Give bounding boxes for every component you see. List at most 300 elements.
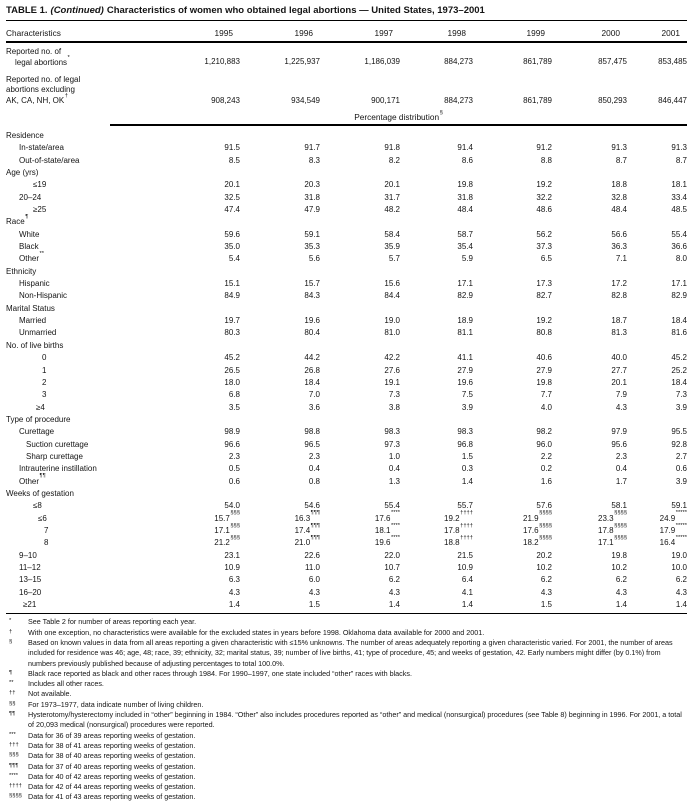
value-cell: 8.8: [540, 155, 552, 165]
table-row: [6, 587, 687, 599]
table-row: [6, 402, 687, 414]
table-row: [6, 550, 687, 562]
value-cell: 4.3: [388, 587, 400, 597]
footnote-text: Data for 40 of 42 areas reporting weeks of gestation.: [28, 771, 196, 781]
value-cell: 8.7: [615, 155, 627, 165]
table-row: [6, 439, 687, 451]
value-cell: 22.0: [384, 550, 400, 560]
value-cell: 45.2: [224, 353, 240, 363]
value-cell: 56.2: [536, 229, 552, 239]
value-cell: 96.8: [457, 439, 473, 449]
footnote-text: Data for 37 of 40 areas reporting weeks of gestation.: [28, 761, 196, 771]
value-cell: 1,210,883: [204, 57, 240, 67]
value-cell: 19.8: [611, 550, 627, 560]
footnote-marker: ††: [9, 690, 16, 697]
footnote: [6, 669, 687, 679]
value-cell: 3.6: [308, 402, 320, 412]
value-cell: 98.3: [457, 427, 473, 437]
value-cell: 20.2: [536, 550, 552, 560]
table-row: [6, 278, 687, 290]
footnote-text: Hysterotomy/hysterectomy included in “other” beginning in 1984. “Other” also includes procedures reported as “other” and medical (nonsurgical) procedures (see Table 8) beginning in 1996. For 2001, a total of 20,093 medical (nonsurgical) procedures were reported.: [28, 710, 682, 730]
footnote-text: Data for 38 of 41 areas reporting weeks of gestation.: [28, 740, 196, 750]
value-cell: 59.1: [304, 229, 320, 239]
footnote: [6, 628, 687, 638]
row-label: Sharp curettage: [26, 451, 83, 461]
value-cell: 91.2: [536, 143, 552, 153]
value-cell: 36.6: [671, 242, 687, 252]
table-row: [6, 510, 687, 525]
value-cell: 40.6: [536, 353, 552, 363]
footnote-marker: †††: [9, 741, 19, 748]
value-cell: 17.8§§§§: [598, 522, 627, 535]
value-cell: 81.0: [384, 328, 400, 338]
row-label: [6, 75, 164, 107]
footnote-marker-ref: ¶: [25, 214, 29, 221]
row-label: Black: [19, 242, 39, 252]
footnote-marker-ref: †: [64, 93, 68, 100]
value-cell: 4.0: [540, 402, 552, 412]
value-cell: 91.8: [384, 143, 400, 153]
value-cell: 16.4*****: [659, 535, 687, 548]
value-cell: 98.9: [224, 427, 240, 437]
table-number: TABLE 1.: [6, 5, 48, 16]
value-cell: 17.4¶¶¶: [294, 522, 320, 535]
value-cell: 17.6§§§§: [523, 522, 552, 535]
value-cell: 96.6: [224, 439, 240, 449]
value-cell: 908,243: [211, 95, 240, 105]
row-label: 1: [42, 365, 47, 375]
table-row: [6, 253, 687, 265]
table-row: [6, 389, 687, 401]
section-header-row: [6, 130, 687, 142]
footnote-marker: §§: [9, 700, 16, 707]
table-row: [6, 47, 687, 69]
table-continued-label: (Continued): [50, 5, 104, 16]
value-cell: 56.6: [611, 229, 627, 239]
footnote-marker-ref: ****: [390, 522, 400, 529]
value-cell: 1.5: [540, 600, 552, 610]
value-cell: 15.1: [224, 279, 240, 289]
section-title: Weeks of gestation: [6, 488, 74, 498]
footnote-marker-ref: ****: [390, 535, 400, 542]
header-divider: [6, 41, 687, 43]
value-cell: 91.5: [224, 143, 240, 153]
section-header-row: [6, 303, 687, 315]
value-cell: 861,789: [523, 57, 552, 67]
table-row: [6, 142, 687, 154]
value-cell: 8.7: [675, 155, 687, 165]
value-cell: 6.5: [540, 254, 552, 264]
value-cell: 6.2: [675, 575, 687, 585]
value-cell: 1.4: [388, 600, 400, 610]
value-cell: 31.7: [384, 192, 400, 202]
footnote-text: Data for 36 of 39 areas reporting weeks of gestation.: [28, 730, 196, 740]
value-cell: 21.0¶¶¶: [294, 535, 320, 548]
value-cell: 35.3: [304, 242, 320, 252]
row-label: Hispanic: [19, 279, 50, 289]
row-label: Married: [19, 316, 47, 326]
footnote: [6, 751, 687, 761]
table-body: [6, 130, 687, 611]
value-cell: 934,549: [291, 95, 320, 105]
footnote: [6, 792, 687, 802]
row-label: ≤19: [33, 180, 47, 190]
value-cell: 35.0: [224, 242, 240, 252]
footnote-marker-ref: ¶¶¶: [310, 510, 320, 517]
row-label: 7: [44, 525, 49, 535]
value-cell: 10.9: [224, 563, 240, 573]
row-label: White: [19, 229, 40, 239]
section-title: Ethnicity: [6, 266, 37, 276]
footnote: [6, 772, 687, 782]
footnote: [6, 741, 687, 751]
footnote-marker-ref: ¶¶¶: [310, 535, 320, 542]
value-cell: 5.4: [228, 254, 240, 264]
value-cell: 15.6: [384, 279, 400, 289]
value-cell: 10.0: [671, 563, 687, 573]
value-cell: 80.3: [224, 328, 240, 338]
value-cell: 17.1§§§§: [598, 535, 627, 548]
row-label: 8: [44, 538, 49, 548]
value-cell: 3.8: [388, 402, 400, 412]
footnote-marker-ref: §§§§: [614, 510, 627, 517]
value-cell: 84.9: [224, 291, 240, 301]
footnote-marker: §: [9, 638, 13, 645]
value-cell: 31.8: [304, 192, 320, 202]
row-label: 16–20: [19, 587, 42, 597]
value-cell: 58.4: [384, 229, 400, 239]
value-cell: 5.6: [308, 254, 320, 264]
value-cell: 32.2: [536, 192, 552, 202]
row-label: 11–12: [19, 563, 41, 573]
footnote-text: Includes all other races.: [28, 679, 104, 689]
value-cell: 59.6: [224, 229, 240, 239]
value-cell: 3.9: [675, 476, 687, 486]
value-cell: 19.1: [384, 377, 400, 387]
value-cell: 47.4: [224, 205, 240, 215]
table-row: [6, 562, 687, 574]
value-cell: 17.8††††: [444, 522, 473, 535]
footnote-text: Black race reported as black and other races through 1984. For 1990–1997, one state included “other” races with blacks.: [28, 668, 412, 678]
table-row: [6, 327, 687, 339]
footnote-marker: §§§§: [9, 793, 22, 800]
year-column-header: 1998: [447, 28, 466, 38]
row-label: Other**: [19, 251, 45, 264]
value-cell: 19.0: [671, 550, 687, 560]
table-row: [6, 500, 687, 512]
column-header-row: [6, 21, 687, 41]
value-cell: 18.2§§§§: [523, 535, 552, 548]
value-cell: 23.3§§§§: [598, 510, 627, 523]
footnote-marker-ref: **: [39, 251, 45, 258]
footnote-text: For 1973–1977, data indicate number of living children.: [28, 699, 204, 709]
value-cell: 55.4: [671, 229, 687, 239]
value-cell: 8.0: [675, 254, 687, 264]
value-cell: 6.2: [615, 575, 627, 585]
value-cell: 55.7: [457, 501, 473, 511]
table-row: [6, 192, 687, 204]
value-cell: 10.2: [611, 563, 627, 573]
footnote-marker: **: [9, 680, 14, 687]
value-cell: 7.3: [388, 390, 400, 400]
percentage-distribution-label: Percentage distribution§: [354, 109, 443, 122]
value-cell: 7.1: [615, 254, 627, 264]
value-cell: 19.6****: [374, 535, 400, 548]
value-cell: 10.9: [457, 563, 473, 573]
value-cell: 16.3¶¶¶: [294, 510, 320, 523]
value-cell: 54.0: [224, 501, 240, 511]
value-cell: 81.6: [671, 328, 687, 338]
table-title: [6, 3, 687, 20]
value-cell: 0.5: [228, 464, 240, 474]
value-cell: 80.4: [304, 328, 320, 338]
table-row: [6, 473, 687, 488]
value-cell: 1.4: [675, 600, 687, 610]
value-cell: 19.2: [536, 316, 552, 326]
value-cell: 47.9: [304, 205, 320, 215]
value-cell: 18.4: [671, 377, 687, 387]
value-cell: 10.2: [536, 563, 552, 573]
row-label-line: abortions excluding: [6, 85, 75, 95]
footnote-marker-ref: *****: [675, 535, 687, 542]
value-cell: 20.3: [304, 180, 320, 190]
value-cell: 81.3: [611, 328, 627, 338]
footnote: [6, 689, 687, 699]
section-header-row: [6, 340, 687, 352]
section-header-row: [6, 167, 687, 179]
value-cell: 6.3: [228, 575, 240, 585]
value-cell: 2.7: [675, 451, 687, 461]
table-title-text: Characteristics of women who obtained legal abortions — United States, 1973–2001: [106, 5, 485, 16]
footnote-text: Data for 42 of 44 areas reporting weeks of gestation.: [28, 782, 196, 792]
row-label: Other¶¶: [19, 473, 46, 486]
value-cell: 31.8: [457, 192, 473, 202]
row-label: 20–24: [19, 192, 42, 202]
value-cell: 1.5: [308, 600, 320, 610]
footnote: [6, 700, 687, 710]
row-label: Curettage: [19, 427, 55, 437]
table-row: [6, 155, 687, 167]
value-cell: 82.9: [457, 291, 473, 301]
table-row: [6, 463, 687, 475]
value-cell: 857,475: [598, 57, 627, 67]
section-header-row: [6, 216, 687, 228]
value-cell: 17.9*****: [659, 522, 687, 535]
value-cell: 22.6: [304, 550, 320, 560]
value-cell: 17.1: [457, 279, 473, 289]
value-cell: 1.7: [615, 476, 627, 486]
row-label: In-state/area: [19, 143, 64, 153]
row-label: ≤6: [38, 513, 47, 523]
row-label: Suction curettage: [26, 439, 89, 449]
row-label: [6, 47, 164, 69]
footnote-marker: ***: [9, 731, 16, 738]
footnote-marker: ¶¶¶: [9, 762, 19, 769]
value-cell: 57.6: [536, 501, 552, 511]
value-cell: 97.9: [611, 427, 627, 437]
value-cell: 18.4: [304, 377, 320, 387]
year-column-header: 1997: [374, 28, 393, 38]
value-cell: 48.2: [384, 205, 400, 215]
section-title: Marital Status: [6, 303, 55, 313]
footnote: [6, 638, 687, 669]
value-cell: 0.4: [615, 464, 627, 474]
value-cell: 19.8: [457, 180, 473, 190]
year-column-header: 1999: [526, 28, 545, 38]
footnote: [6, 731, 687, 741]
value-cell: 3.9: [461, 402, 473, 412]
section-title: Race¶: [6, 214, 29, 227]
value-cell: 0.6: [675, 464, 687, 474]
value-cell: 11.0: [305, 563, 320, 573]
row-label: ≥4: [36, 402, 45, 412]
value-cell: 48.5: [671, 205, 687, 215]
value-cell: 18.9: [457, 316, 473, 326]
value-cell: 10.7: [384, 563, 400, 573]
value-cell: 91.3: [611, 143, 627, 153]
table-row: [6, 537, 687, 549]
value-cell: 24.9*****: [659, 510, 687, 523]
value-cell: 6.4: [461, 575, 473, 585]
section-title: Residence: [6, 130, 44, 140]
footnote: [6, 762, 687, 772]
value-cell: 0.4: [308, 464, 320, 474]
row-label: ≥21: [23, 600, 37, 610]
value-cell: 95.5: [671, 427, 687, 437]
value-cell: 4.1: [461, 587, 473, 597]
value-cell: 21.2§§§: [214, 535, 240, 548]
value-cell: 48.6: [536, 205, 552, 215]
row-label: 13–15: [19, 575, 42, 585]
value-cell: 26.8: [304, 365, 320, 375]
value-cell: 15.7§§§: [214, 510, 240, 523]
row-label: ≥25: [33, 205, 47, 215]
row-label-line: Reported no. of: [6, 47, 62, 56]
value-cell: 7.7: [540, 390, 552, 400]
value-cell: 97.3: [384, 439, 400, 449]
value-cell: 2.3: [615, 451, 627, 461]
value-cell: 5.7: [388, 254, 400, 264]
table-row: [6, 352, 687, 364]
value-cell: 3.9: [675, 402, 687, 412]
value-cell: 853,485: [658, 57, 687, 67]
value-cell: 7.3: [675, 390, 687, 400]
value-cell: 18.4: [671, 316, 687, 326]
value-cell: 8.2: [388, 155, 400, 165]
footnote-text: Based on known values in data from all areas reporting a given characteristic with ≤15% unknowns. The number of areas adequately reporting a given characteristic varied. For 2001, the number of areas included for residence was 46; age, 48; race, 39; ethnicity, 32; marital status, 39; number of live births, 41; type of procedure, 45; and weeks of gestation, 42. Early numbers might differ (by 0.1%) from numbers previously published because of adjusting percentages to total 100.0%.: [28, 637, 673, 668]
footnote-marker-ref: §§§§: [539, 510, 552, 517]
footnote-marker-ref: *: [67, 54, 70, 61]
value-cell: 54.6: [304, 501, 320, 511]
value-cell: 6.2: [540, 575, 552, 585]
value-cell: 8.6: [461, 155, 473, 165]
value-cell: 7.9: [615, 390, 627, 400]
value-cell: 21.5: [457, 550, 473, 560]
footnote: [6, 710, 687, 731]
value-cell: 4.3: [615, 587, 627, 597]
value-cell: 7.5: [461, 390, 473, 400]
value-cell: 96.5: [304, 439, 320, 449]
value-cell: 1,225,937: [284, 57, 320, 67]
value-cell: 1.4: [228, 600, 240, 610]
value-cell: 44.2: [304, 353, 320, 363]
value-cell: 80.8: [536, 328, 552, 338]
value-cell: 4.3: [615, 402, 627, 412]
footnote-text: Data for 41 of 43 areas reporting weeks of gestation.: [28, 792, 196, 802]
section-title: Type of procedure: [6, 414, 71, 424]
value-cell: 15.7: [304, 279, 320, 289]
value-cell: 36.3: [611, 242, 627, 252]
reported-counts-rows: [6, 47, 687, 107]
footnote-text: Not available.: [28, 689, 72, 699]
value-cell: 17.2: [611, 279, 627, 289]
footnote-marker-ref: §§§§: [614, 535, 627, 542]
value-cell: 96.0: [536, 439, 552, 449]
value-cell: 91.7: [304, 143, 320, 153]
footnote: [6, 679, 687, 689]
table-row: [6, 426, 687, 438]
value-cell: 18.8††††: [444, 535, 473, 548]
table-row: [6, 574, 687, 586]
value-cell: 84.4: [384, 291, 400, 301]
footnote-text: Data for 38 of 40 areas reporting weeks of gestation.: [28, 751, 196, 761]
table-row: [6, 204, 687, 216]
value-cell: 0.6: [228, 476, 240, 486]
row-label: Intrauterine instillation: [19, 464, 97, 474]
footnote-marker: †: [9, 628, 13, 635]
value-cell: 33.4: [671, 192, 687, 202]
footnote: [6, 617, 687, 627]
footnote-marker-ref: *****: [675, 522, 687, 529]
value-cell: 0.2: [540, 464, 552, 474]
value-cell: 32.8: [611, 192, 627, 202]
value-cell: 861,789: [523, 95, 552, 105]
value-cell: 55.4: [384, 501, 400, 511]
value-cell: 81.1: [457, 328, 473, 338]
table-row: [6, 229, 687, 241]
value-cell: 32.5: [224, 192, 240, 202]
table-row: [6, 599, 687, 611]
value-cell: 18.0: [224, 377, 240, 387]
value-cell: 884,273: [444, 95, 473, 105]
value-cell: 18.7: [611, 316, 627, 326]
value-cell: 6.0: [308, 575, 320, 585]
value-cell: 82.7: [536, 291, 552, 301]
value-cell: 19.8: [536, 377, 552, 387]
value-cell: 1,186,039: [364, 57, 400, 67]
value-cell: 27.9: [457, 365, 473, 375]
value-cell: 91.3: [671, 143, 687, 153]
value-cell: 19.7: [224, 316, 240, 326]
row-label: Non-Hispanic: [19, 291, 68, 301]
value-cell: 95.6: [611, 439, 627, 449]
value-cell: 58.1: [611, 501, 627, 511]
footnote-marker-ref: ¶¶: [39, 473, 46, 480]
value-cell: 2.2: [540, 451, 552, 461]
value-cell: 884,273: [444, 57, 473, 67]
value-cell: 92.8: [671, 439, 687, 449]
row-label-line: AK, CA, NH, OK†: [6, 93, 68, 106]
value-cell: 6.8: [228, 390, 240, 400]
value-cell: 21.9§§§§: [523, 510, 552, 523]
footnote-text: See Table 2 for number of areas reporting each year.: [28, 617, 197, 627]
year-column-header: 1995: [214, 28, 233, 38]
footnote-marker-ref: ¶¶¶: [310, 522, 320, 529]
value-cell: 17.3: [536, 279, 552, 289]
value-cell: 59.1: [671, 501, 687, 511]
footnote-marker-ref: §§§§: [539, 535, 552, 542]
value-cell: 4.3: [675, 587, 687, 597]
